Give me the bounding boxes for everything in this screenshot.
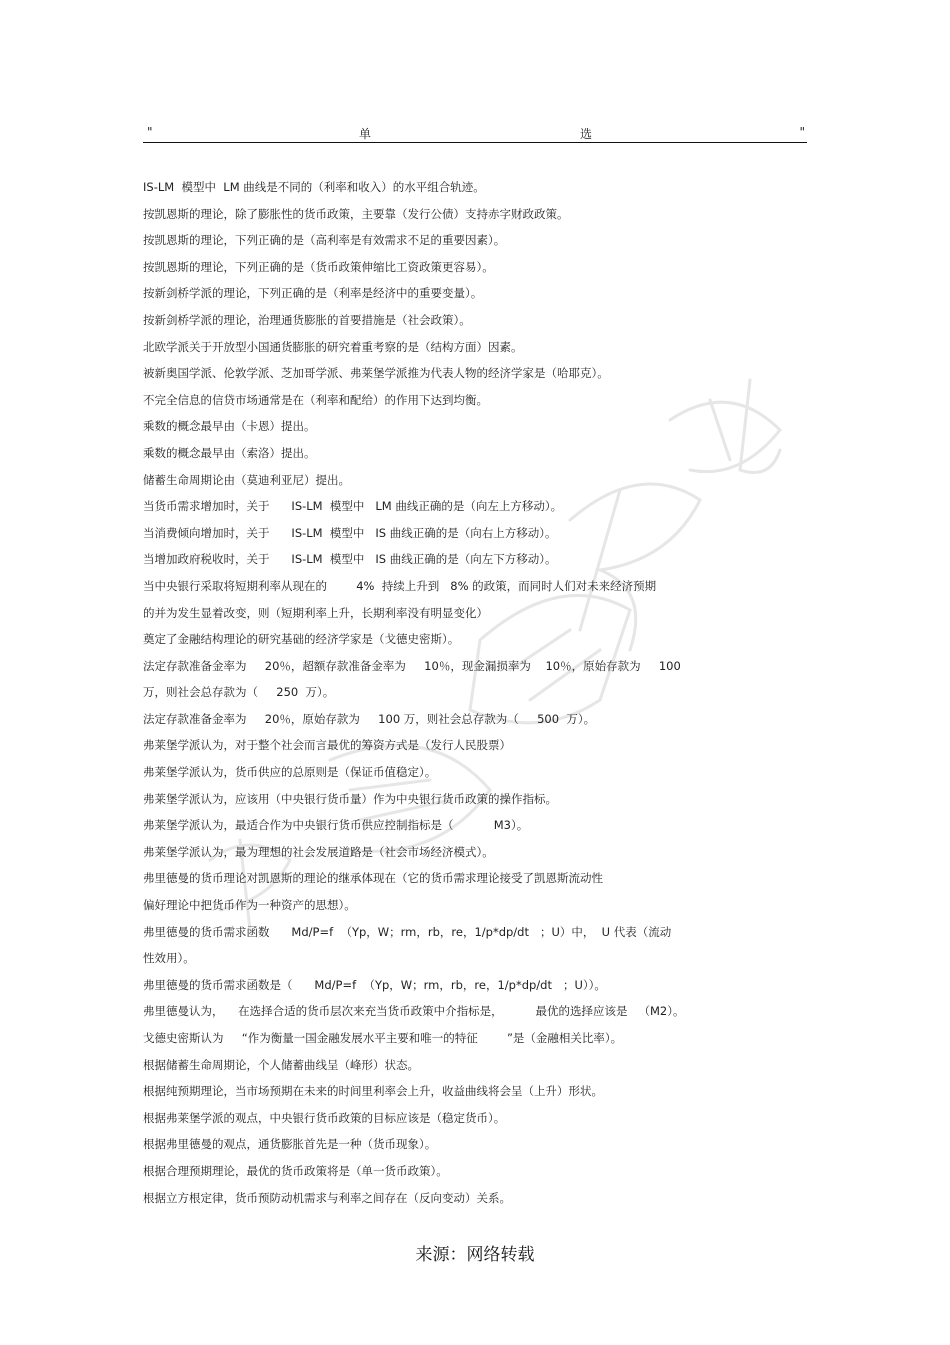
question-line: 性效用）。 — [143, 951, 195, 966]
question-line: 北欧学派关于开放型小国通货膨胀的研究着重考察的是（结构方面）因素。 — [143, 339, 523, 354]
question-line: IS-LM 模型中 LM 曲线是不同的（利率和收入）的水平组合轨迹。 — [143, 180, 485, 194]
question-line: 弗莱堡学派认为，最为理想的社会发展道路是（社会市场经济模式）。 — [143, 844, 494, 859]
question-line: 当增加政府税收时，关于 IS-LM 模型中 IS 曲线正确的是（向左下方移动）。 — [143, 552, 557, 567]
question-line: 根据弗莱堡学派的观点，中央银行货币政策的目标应该是（稳定货币）。 — [143, 1110, 506, 1125]
question-line: 当消费倾向增加时，关于 IS-LM 模型中 IS 曲线正确的是（向右上方移动）。 — [143, 525, 557, 540]
question-line: 法定存款准备金率为 20％，超额存款准备金率为 10％，现金漏损率为 10％，原始存款为 100 — [143, 658, 681, 673]
question-line: 万，则社会总存款为（ 250 万）。 — [143, 685, 335, 700]
question-line: 当货币需求增加时，关于 IS-LM 模型中 LM 曲线正确的是（向左上方移动）。 — [143, 499, 563, 514]
question-line: 按凯恩斯的理论，除了膨胀性的货币政策，主要靠（发行公债）支持赤字财政政策。 — [143, 206, 569, 221]
question-line: 当中央银行采取将短期利率从现在的 4% 持续上升到 8% 的政策，而同时人们对未来经济预期 — [143, 578, 657, 593]
question-line: 根据纯预期理论，当市场预期在未来的时间里利率会上升，收益曲线将会呈（上升）形状。 — [143, 1084, 603, 1099]
question-line: 按新剑桥学派的理论，治理通货膨胀的首要措施是（社会政策）。 — [143, 312, 471, 327]
question-line: 乘数的概念最早由（索洛）提出。 — [143, 445, 316, 460]
header-quote-right: " — [799, 125, 805, 139]
question-line: 弗里德曼的货币理论对凯恩斯的理论的继承体现在（它的货币需求理论接受了凯恩斯流动性 — [143, 871, 603, 886]
question-line: 根据合理预期理论，最优的货币政策将是（单一货币政策）。 — [143, 1163, 448, 1178]
question-line: 按新剑桥学派的理论，下列正确的是（利率是经济中的重要变量）。 — [143, 286, 483, 301]
question-line: 储蓄生命周期论由（莫迪利亚尼）提出。 — [143, 472, 350, 487]
question-line: 按凯恩斯的理论，下列正确的是（货币政策伸缩比工资政策更容易）。 — [143, 259, 494, 274]
question-line: 的并为发生显着改变，则（短期利率上升，长期利率没有明显变化） — [143, 605, 488, 620]
header-title-char-1: 单 — [359, 127, 372, 141]
question-line: 根据立方根定律，货币预防动机需求与利率之间存在（反向变动）关系。 — [143, 1190, 511, 1205]
question-line: 乘数的概念最早由（卡恩）提出。 — [143, 419, 316, 434]
question-line: 弗莱堡学派认为，货币供应的总原则是（保证币值稳定）。 — [143, 765, 437, 780]
question-line: 根据弗里德曼的观点，通货膨胀首先是一种（货币现象）。 — [143, 1137, 437, 1152]
question-line: 法定存款准备金率为 20％，原始存款为 100 万，则社会总存款为（ 500 万）。 — [143, 711, 596, 726]
question-line: 偏好理论中把货币作为一种资产的思想）。 — [143, 898, 356, 913]
question-line: 弗里德曼的货币需求函数 Md/P=f （Yp，W；rm，rb，re，1/p*dp/dt ；U）中， U 代表（流动 — [143, 924, 672, 939]
question-line: 弗莱堡学派认为，应该用（中央银行货币量）作为中央银行货币政策的操作指标。 — [143, 791, 557, 806]
header-quote-left: " — [147, 125, 153, 139]
header-title-char-2: 选 — [580, 127, 593, 141]
question-line: 弗莱堡学派认为，最适合作为中央银行货币供应控制指标是（ M3）。 — [143, 818, 529, 833]
page-header — [143, 124, 807, 143]
question-line: 弗莱堡学派认为，对于整个社会而言最优的筹资方式是（发行人民股票） — [143, 738, 511, 753]
question-line: 戈德史密斯认为 “作为衡量一国金融发展水平主要和唯一的特征 ”是（金融相关比率）。 — [143, 1031, 623, 1045]
question-list — [143, 174, 793, 1211]
question-line: 不完全信息的信贷市场通常是在（利率和配给）的作用下达到均衡。 — [143, 392, 488, 407]
question-line: 弗里德曼认为， 在选择合适的货币层次来充当货币政策中介指标是， 最优的选择应该是 （M2）。 — [143, 1004, 685, 1019]
source-footer: 来源：网络转载 — [415, 1245, 535, 1265]
question-line: 被新奥国学派、伦敦学派、芝加哥学派、弗莱堡学派推为代表人物的经济学家是（哈耶克）。 — [143, 366, 609, 381]
question-line: 奠定了金融结构理论的研究基础的经济学家是（戈德史密斯）。 — [143, 632, 460, 647]
question-line: 按凯恩斯的理论，下列正确的是（高利率是有效需求不足的重要因素）。 — [143, 233, 506, 248]
question-line: 弗里德曼的货币需求函数是（ Md/P=f （Yp，W；rm，rb，re，1/p*dp/dt ；U））。 — [143, 977, 606, 992]
question-line: 根据储蓄生命周期论，个人储蓄曲线呈（峰形）状态。 — [143, 1057, 419, 1072]
